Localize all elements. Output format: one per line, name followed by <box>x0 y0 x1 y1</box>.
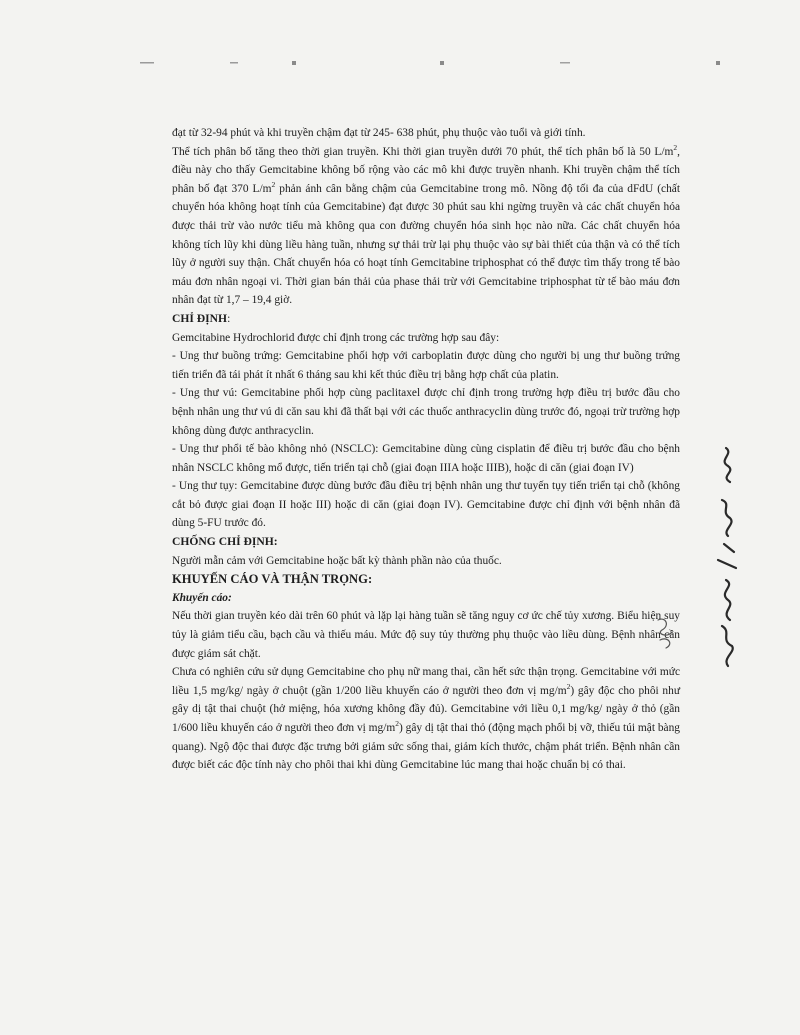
contraindications-text: Người mẫn cảm với Gemcitabine hoặc bất kỳ thành phần nào của thuốc. <box>172 554 502 567</box>
contraindications-heading-text: CHỐNG CHỈ ĐỊNH <box>172 535 274 549</box>
distribution-paragraph <box>172 143 680 310</box>
heading-colon: : <box>227 311 231 325</box>
warnings-text-a: Chưa có nghiên cứu sử dụng Gemcitabine cho phụ nữ mang thai, cần hết sức thận trọng. Gemcitabine với mức liều 1,5 mg/kg/ ngày ở chuột (gần 1/200 liều khuyến cáo ở người theo đơn vị mg/m <box>172 666 680 697</box>
superscript: 2 <box>673 142 678 152</box>
warnings-text-b: ) gây độc cho phôi như gây dị tật thai chuột (hở miệng, hóa xương không đầy đủ). Gemcitabine với liều 0,1 mg/kg/ ngày ở thỏ (gần 1/600 liều khuyến cáo ở người theo đơn vị mg/m <box>172 684 680 734</box>
indications-intro: Gemcitabine Hydrochlorid được chỉ định trong các trường hợp sau đây: <box>172 331 500 344</box>
document-body <box>172 124 680 775</box>
pharmacokinetics-line: đạt từ 32-94 phút và khi truyền chậm đạt từ 245- 638 phút, phụ thuộc vào tuổi và giới tính. <box>172 127 586 139</box>
warnings-paragraph-1: Nếu thời gian truyền kéo dài trên 60 phút và lặp lại hàng tuần sẽ tăng nguy cơ ức chế tủy xương. Biểu hiện suy tủy là giảm tiểu cầu, bạch cầu và thiếu máu. Mức độ suy tủy thường phụ thuộc vào liều dùng. Bệnh nhân cần được giám sát chặt. <box>172 610 680 660</box>
indication-item-breast: - Ung thư vú: Gemcitabine phối hợp cùng paclitaxel được chỉ định trong trường hợp điều trị bước đầu cho bệnh nhân ung thư vú di căn sau khi đã thất bại với các thuốc anthracyclin dùng trước đó, ngoại trừ trường hợp không dùng được anthracyclin. <box>172 387 680 437</box>
heading-colon: : <box>367 572 373 587</box>
scan-artifact-marks <box>0 60 800 66</box>
superscript: 2 <box>566 682 571 692</box>
warnings-subheading: Khuyến cáo: <box>172 591 232 604</box>
indication-item-ovarian: - Ung thư buồng trứng: Gemcitabine phối hợp với carboplatin được dùng cho người bị ung thư buồng trứng tiến triển đã tái phát ít nhất 6 tháng sau khi kết thúc điều trị bằng hợp chất của platin. <box>172 350 680 381</box>
warnings-heading <box>172 570 680 589</box>
distribution-text-c: phản ánh cân bằng chậm của Gemcitabine trong mô. Nồng độ tối đa của dFdU (chất chuyển hóa không hoạt tính của Gemcitabine) đạt được 30 phút sau khi ngừng truyền và các chất chuyển hóa được thải trừ vào nước tiểu mà không qua con đường chuyển hóa sinh học nào nữa. Các chất chuyển hóa không tích lũy khi dùng liều hàng tuần, nhưng sự thải trừ lại phụ thuộc vào sự bài thiết của thận và có thể tích lũy ở người suy thận. Chất chuyển hóa có hoạt tính Gemcitabine triphosphat có thể được tìm thấy trong tế bào máu đơn nhân ngoại vi. Thời gian bán thải của phase thải trừ với Gemcitabine triphosphat từ tế bào máu đơn nhân đạt từ 1,7 – 19,4 giờ. <box>172 182 680 307</box>
handwritten-margin-note <box>706 440 746 670</box>
indication-item-pancreas: - Ung thư tụy: Gemcitabine được dùng bước đầu điều trị bệnh nhân ung thư tuyến tụy tiến triển tại chỗ (không cắt bỏ được giai đoạn II hoặc III) hoặc di căn (giai đoạn IV). Gemcitabine được chỉ định với bệnh nhân đã dùng 5-FU trước đó. <box>172 480 680 530</box>
indications-heading <box>172 310 680 329</box>
heading-colon: : <box>273 535 278 549</box>
contraindications-heading <box>172 533 680 552</box>
superscript: 2 <box>271 179 276 189</box>
warnings-heading-text: KHUYẾN CÁO VÀ THẬN TRỌNG <box>172 572 368 587</box>
distribution-text-a: Thể tích phân bố tăng theo thời gian truyền. Khi thời gian truyền dưới 70 phút, thể tích phân bố là 50 L/m <box>172 145 674 158</box>
indication-item-lung: - Ung thư phổi tế bào không nhỏ (NSCLC): Gemcitabine dùng cùng cisplatin để điều trị bước đầu cho bệnh nhân NSCLC không mổ được, tiến triển tại chỗ (giai đoạn IIIA hoặc IIIB), hoặc di căn (giai đoạn IV) <box>172 443 680 474</box>
distribution-text-b: , điều này cho thấy Gemcitabine không bố rộng vào các mô khi được truyền nhanh. Khi truyền chậm thể tích phân bố đạt 370 L/m <box>172 145 680 195</box>
warnings-paragraph-2 <box>172 663 680 775</box>
indications-heading-text: CHỈ ĐỊNH <box>172 311 228 325</box>
warnings-text-c: ) gây dị tật thai thỏ (động mạch phổi bị vỡ, thiếu túi mật bàng quang). Ngộ độc thai được đặc trưng bởi giảm sức sống thai, giảm kích thước, chậm phát triển. Bệnh nhân cần được biết các độc tính này cho phôi thai khi dùng Gemcitabine lúc mang thai hoặc chuẩn bị có thai. <box>172 722 680 772</box>
superscript: 2 <box>395 719 400 729</box>
signature-mark <box>648 612 688 652</box>
